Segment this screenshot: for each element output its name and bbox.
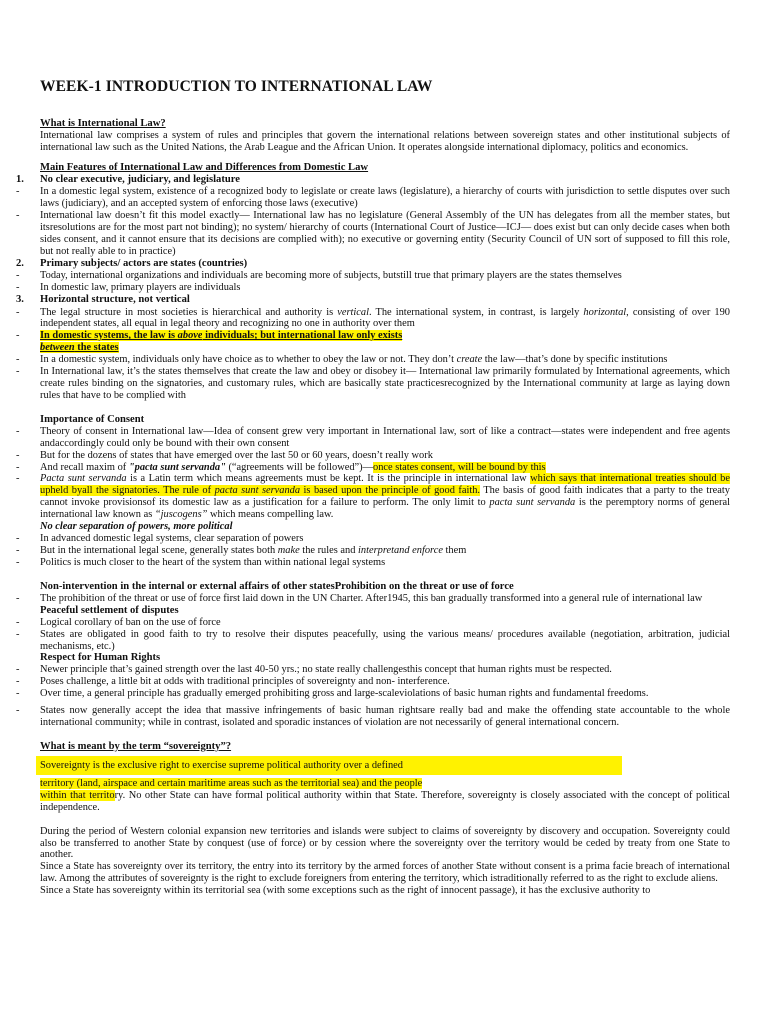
list-item: [16, 628, 730, 653]
bullet-dash: -: [16, 616, 20, 628]
text-run: individuals; but international law only exists: [202, 330, 403, 342]
list-item-text: In a domestic legal system, existence of a recognized body to legislate or create laws (legislature), a hierarchy of courts with jurisdiction to settle disputes over such laws (judiciary), and an accepted system of enforcing those laws (executive): [40, 186, 730, 210]
bullet-dash: -: [16, 449, 20, 461]
list-item: [16, 592, 730, 605]
subheading-separation-of-powers: No clear separation of powers, more political: [40, 521, 233, 533]
bullet-dash: -: [16, 628, 20, 640]
list-item: [16, 556, 730, 569]
section-heading-sovereignty: What is meant by the term “sovereignty”?: [40, 740, 232, 752]
bullet-dash: -: [16, 270, 20, 282]
bullet-dash: -: [16, 676, 20, 688]
text-run: which means compelling law.: [207, 509, 334, 521]
text-run: make: [277, 544, 300, 556]
text-run: The legal structure in most societies is hierarchical and authority is: [40, 306, 338, 318]
list-item: [16, 425, 730, 450]
highlighted-list-item: [16, 330, 730, 354]
list-item-text: In domestic law, primary players are individuals: [40, 282, 241, 294]
text-run: . The international system, in contrast, is largely: [368, 306, 584, 318]
text-run: them: [442, 544, 467, 556]
list-item: [16, 354, 730, 366]
text-run: is a Latin term which means agreements must be kept. It is the principle in international law: [126, 473, 531, 485]
sovereignty-paragraph-territorial-sea: Since a State has sovereignty within its territorial sea (with some exceptions such as the right of innocent passage), it has the exclusive authority to: [40, 885, 651, 897]
bullet-dash: -: [16, 544, 20, 556]
text-run: vertical: [337, 306, 369, 318]
text-run: interpretand enforce: [358, 544, 443, 556]
text-run: above: [177, 330, 203, 342]
text-run: In domestic systems, the law is: [40, 330, 178, 342]
sovereignty-definition: [40, 778, 730, 814]
bullet-dash: -: [16, 664, 20, 676]
intro-paragraph: International law comprises a system of rules and principles that govern the international relations between sovereign states and other institutional subjects of international law such as the United Nations, the Arab League and the African Union. It operates alongside international diplomacy, politics and economics.: [40, 130, 730, 153]
text-run: , consisting of over 190 independent states, all equal in legal theory and recognizing no one in authority over them: [40, 306, 730, 330]
bullet-dash: -: [16, 186, 20, 198]
text-run: Pacta sunt servanda: [40, 473, 127, 485]
feature-1-heading: [16, 173, 730, 187]
list-item: [16, 210, 730, 258]
text-run: pacta sunt servanda: [489, 497, 576, 509]
text-run: “juscogens”: [154, 509, 208, 521]
feature-1-title: No clear executive, judiciary, and legislature: [40, 173, 240, 185]
feature-2-title: Primary subjects/ actors are states (countries): [40, 257, 248, 269]
bullet-dash: -: [16, 354, 20, 366]
feature-2-heading: [16, 257, 730, 271]
bullet-dash: -: [16, 282, 20, 294]
feature-3-number: 3.: [16, 294, 24, 306]
text-run: ry. No other State can have formal political authority within that State. Therefore, sovereignty is closely associated with the concept of political independence.: [40, 789, 730, 813]
section-heading-consent: Importance of Consent: [40, 413, 145, 425]
list-item: [16, 366, 730, 402]
text-run: In a domestic system, individuals only have choice as to whether to obey the law or not. They don’t: [40, 354, 457, 366]
bullet-dash: -: [16, 330, 20, 342]
bullet-dash: -: [16, 306, 20, 318]
text-run: And recall maxim of: [40, 461, 129, 473]
section-heading-peaceful-settlement: Peaceful settlement of disputes: [40, 604, 179, 616]
bullet-dash: -: [16, 688, 20, 700]
list-item-text: States are obligated in good faith to try to resolve their disputes peacefully, using the various means/ procedures available (negotiation, arbitration, judicial mechanisms, etc.): [40, 628, 730, 652]
list-item-text: Politics is much closer to the heart of the system than within national legal systems: [40, 556, 386, 568]
bullet-dash: -: [16, 705, 20, 717]
list-item-text: The prohibition of the threat or use of force first laid down in the UN Charter. After1945, this ban gradually transformed into a general rule of international law: [40, 592, 703, 604]
bullet-dash: -: [16, 533, 20, 545]
list-item-text: Newer principle that’s gained strength over the last 40-50 yrs.; no state really challengesthis concept that human rights must be respected.: [40, 664, 612, 676]
feature-3-title: Horizontal structure, not vertical: [40, 294, 190, 306]
sovereignty-paragraph-territory: Since a State has sovereignty over its territory, the entry into its territory by the armed forces of another State without consent is a prima facie breach of international law. Among the attributes of sovereignty is the right to exclude foreigners from entering the territory, which istraditionally referred to as the right to exclude aliens.: [40, 861, 730, 885]
bullet-dash: -: [16, 366, 20, 378]
text-run: is based upon the principle of good faith.: [300, 485, 481, 497]
list-item-text: States now generally accept the idea that massive infringements of basic human rightsare really bad and make the offending state accountable to the whole international community; while in contrast, isolated and sporadic instances of violation are not necessarily of general international concern.: [40, 705, 730, 729]
feature-2-number: 2.: [16, 257, 24, 269]
list-item: [16, 533, 730, 545]
section-heading-what-is-il: What is International Law?: [40, 118, 166, 129]
list-item: [16, 664, 730, 676]
list-item: [16, 705, 730, 729]
list-item-text: Poses challenge, a little bit at odds with traditional principles of sovereignty and non- interference.: [40, 676, 450, 688]
list-item: [16, 186, 730, 210]
text-run: within that territo: [40, 789, 115, 801]
document-title: WEEK-1 INTRODUCTION TO INTERNATIONAL LAW: [40, 78, 433, 95]
text-run: the states: [74, 342, 119, 354]
bullet-dash: -: [16, 210, 20, 222]
list-item: [16, 282, 730, 294]
list-item: [16, 688, 730, 700]
section-heading-main-features: Main Features of International Law and Differences from Domestic Law: [40, 161, 369, 173]
list-item-text: Theory of consent in International law—Idea of consent grew very important in International law, sort of like a contract—states were independent and free agents andaccordingly could only be bound with their own consent: [40, 425, 730, 449]
text-run: pacta sunt servanda: [214, 485, 301, 497]
sovereignty-paragraph-colonial: During the period of Western colonial expansion new territories and islands were subject to claims of sovereignty by discovery and occupation. Sovereignty could also be transferred to another State by conquest (use of force) or by cession where the sovereignty over the territory would be ceded by treaty from one State to another.: [40, 825, 730, 861]
text-run: The basis of good faith indicates that a party to the treaty cannot invoke provisionsof its domestic law as a justification for a failure to perform. The only limit to: [40, 485, 730, 509]
list-item-text: Over time, a general principle has gradually emerged prohibiting gross and large-scaleviolations of basic human rights and fundamental freedoms.: [40, 688, 649, 700]
list-item: [16, 270, 730, 282]
list-item: [16, 616, 730, 629]
list-item-text: Today, international organizations and individuals are becoming more of subjects, butstill true that primary players are the states themselves: [40, 270, 622, 282]
list-item: [16, 473, 730, 521]
list-item-text: In International law, it’s the states themselves that create the law and obey or disobey it— International law primarily formulated by International agreements, which create rules binding on the signatories, and customary rules, which are basically state practicesrecognized by the International community at large as laying down rules that have to be complied with: [40, 366, 730, 401]
bullet-dash: -: [16, 556, 20, 568]
text-run: the rules and: [299, 544, 358, 556]
text-run: once states consent, will be bound by this: [373, 461, 546, 473]
bullet-dash: -: [16, 592, 20, 604]
highlighted-definition-line-1: Sovereignty is the exclusive right to exercise supreme political authority over a defined: [36, 756, 622, 775]
feature-3-heading: [16, 294, 730, 307]
list-item-text: International law doesn’t fit this model exactly— International law has no legislature (General Assembly of the UN has delegates from all the member states, but itsresolutions are for the most part not binding); no system/ hierarchy of courts (International Court of Justice—ICJ— does exist but can only decide cases when both sides consent, and it cannot ensure that its decisions are complied with); no executive or governing entity (Security Council of UN sort of supposed to fill this role, but not really able to in practice): [40, 210, 730, 257]
text-run: create: [456, 354, 483, 366]
feature-1-number: 1.: [16, 173, 24, 185]
text-run: "pacta sunt servanda": [128, 461, 226, 473]
bullet-dash: -: [16, 473, 20, 485]
text-run: the law—that’s done by specific institutions: [482, 354, 668, 366]
list-item: [16, 676, 730, 688]
list-item-text: But for the dozens of states that have emerged over the last 50 or 60 years, doesn’t really work: [40, 449, 433, 461]
list-item-text: Logical corollary of ban on the use of force: [40, 616, 221, 628]
text-run: horizontal: [583, 306, 627, 318]
text-run: territory (land, airspace and certain maritime areas such as the territorial sea) and the people: [40, 777, 423, 789]
text-run: is the peremptory norms of general international law known as: [40, 497, 730, 521]
list-item: [16, 449, 730, 462]
bullet-dash: -: [16, 461, 20, 473]
text-run: (“agreements will be followed”)—: [225, 461, 374, 473]
text-run: which says that international treaties should be upheld byall the signatories. The rule of: [40, 473, 730, 497]
list-item: [16, 544, 730, 557]
list-item: [16, 306, 730, 331]
bullet-dash: -: [16, 425, 20, 437]
list-item-text: In advanced domestic legal systems, clear separation of powers: [40, 533, 304, 545]
list-item: [16, 461, 730, 474]
text-run: But in the international legal scene, generally states both: [40, 544, 278, 556]
text-run: between: [40, 342, 75, 354]
section-heading-non-intervention: Non-intervention in the internal or external affairs of other statesProhibition on the threat or use of force: [40, 580, 514, 592]
section-heading-human-rights: Respect for Human Rights: [40, 652, 161, 664]
